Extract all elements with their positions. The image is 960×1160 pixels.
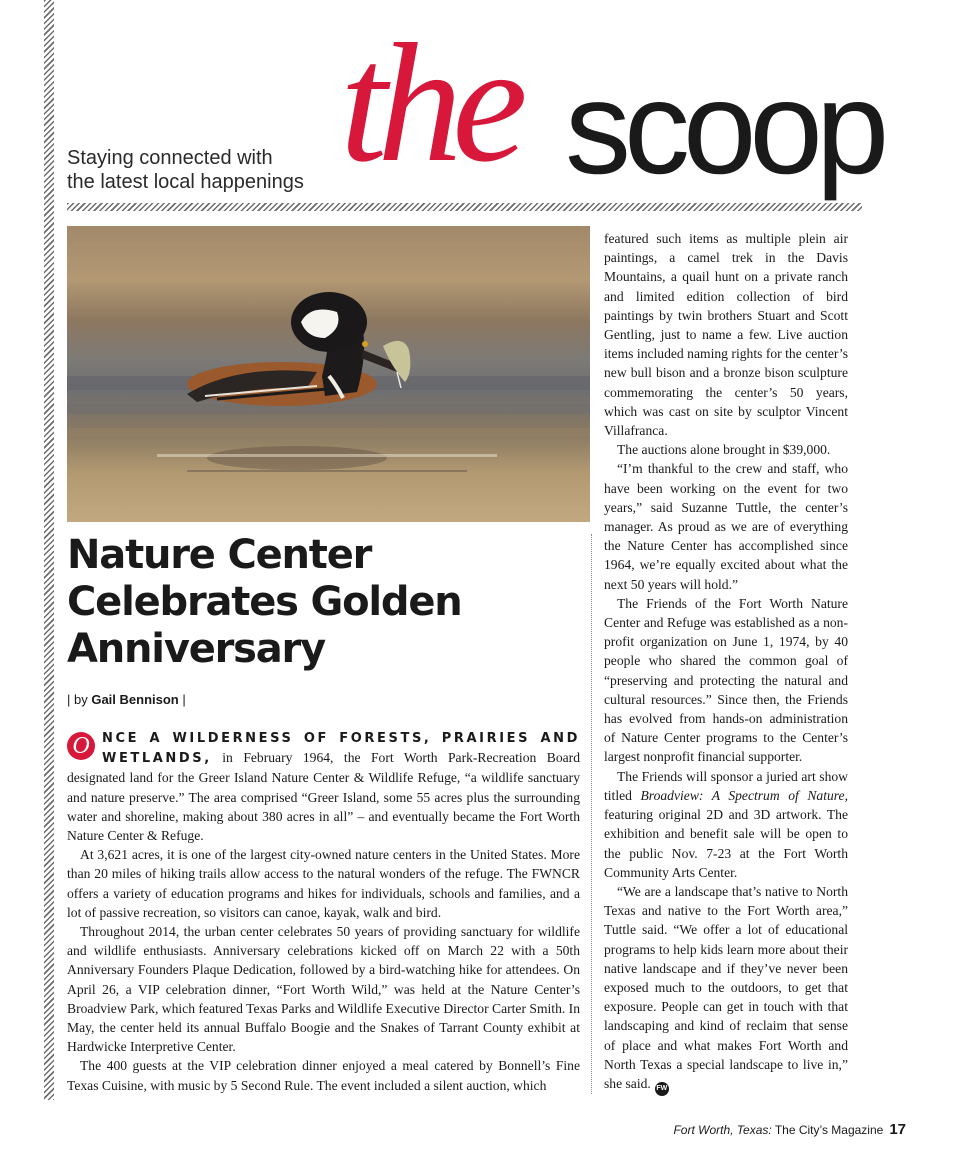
drop-cap: O bbox=[67, 732, 95, 760]
decorative-side-stripe bbox=[44, 0, 54, 1100]
lead-in-caps: NCE A WILDERNESS OF FORESTS, PRAIRIES AND WETLANDS, bbox=[102, 731, 580, 767]
paragraph-text: in February 1964, the Fort Worth Park-Recreation Board designated land for the Greer Island Nature Center & Wildlife Refuge, “a wildlife sanctuary and nature preserve.” The area comprised “Greer Island, some 55 acres plus the surrounding water and shoreline, making about 380 acres in all” – and eventually became the Fort Worth Nature Center & Refuge. bbox=[67, 750, 580, 844]
paragraph-text: featuring original 2D and 3D artwork. The exhibition and benefit sale will be open to the public Nov. 7-23 at the Fort Worth Community Arts Center. bbox=[604, 807, 848, 880]
exhibition-title: Broadview: A Spectrum of Nature, bbox=[640, 787, 848, 803]
article-column-left bbox=[67, 728, 580, 1095]
article-paragraph bbox=[604, 767, 848, 882]
tagline-line-1: Staying connected with bbox=[67, 147, 273, 169]
page-footer bbox=[673, 1121, 906, 1139]
duck-illustration bbox=[67, 226, 590, 522]
byline-author: Gail Bennison bbox=[91, 692, 179, 707]
masthead-title-the: the bbox=[340, 9, 518, 197]
article-paragraph: At 3,621 acres, it is one of the largest city-owned nature centers in the United States. More than 20 miles of hiking trails allow access to the natural wonders of the refuge. The FWNCR offers a variety of education programs and hikes for individuals, schools and families, and a lot of passive recreation, so visitors can canoe, kayak, walk and bird. bbox=[67, 847, 580, 920]
page-number: 17 bbox=[889, 1121, 906, 1138]
article-paragraph: Throughout 2014, the urban center celebrates 50 years of providing sanctuary for wildlife and wildlife enthusiasts. Anniversary celebrations kicked off on March 22 with a 50th Anniversary Founders Plaque Dedication, followed by a bird-watching hike for attendees. On April 26, a VIP celebration dinner, “Fort Worth Wild,” was held at the Nature Center’s Broadview Park, which featured Texas Parks and Wildlife Executive Director Carter Smith. In May, the center held its annual Buffalo Boogie and the Snakes of Tarrant County exhibit at Hardwicke Interpretive Center. bbox=[67, 924, 580, 1055]
article-paragraph bbox=[67, 728, 580, 845]
masthead-title-scoop: scoop bbox=[565, 54, 883, 201]
hooded-merganser-photo bbox=[67, 226, 590, 522]
column-divider bbox=[591, 534, 592, 1094]
byline-prefix: | by bbox=[67, 692, 88, 707]
article-paragraph: The Friends of the Fort Worth Nature Center and Refuge was established as a non-profit organization on June 1, 1974, by 40 people who shared the common goal of “preserving and protecting the natural and cultural resources.” Since then, the Friends has evolved from hands-on administration of Nature Center programs to the Center’s largest nonprofit financial supporter. bbox=[604, 595, 848, 765]
article-paragraph bbox=[604, 882, 848, 1096]
paragraph-text: The Friends will sponsor a juried art show titled bbox=[604, 768, 848, 803]
paragraph-text: “We are a landscape that’s native to North Texas and native to the Fort Worth area,” Tuttle said. “We offer a lot of educational programs to help kids learn more about their native landscape and if they’ve never been exposed much to the outdoors, to get that exposure. People can get in touch with that landscaping and kind of reclaim that sense of place and what makes Fort Worth and North Texas a special landscape to live in,” she said. bbox=[604, 883, 848, 1091]
article-headline: Nature Center Celebrates Golden Anniversary bbox=[67, 532, 462, 672]
end-of-article-icon: FW bbox=[655, 1082, 669, 1096]
masthead-tagline bbox=[67, 146, 304, 194]
byline bbox=[67, 692, 186, 708]
article-column-right bbox=[604, 229, 848, 1096]
byline-suffix: | bbox=[182, 692, 186, 707]
publication-name-italic: Fort Worth, Texas: bbox=[673, 1123, 772, 1137]
article-paragraph: The 400 guests at the VIP celebration dinner enjoyed a meal catered by Bonnell’s Fine Texas Cuisine, with music by 5 Second Rule. The event included a silent auction, which bbox=[67, 1058, 580, 1093]
tagline-line-2: the latest local happenings bbox=[67, 171, 304, 193]
article-paragraph: “I’m thankful to the crew and staff, who have been working on the event for two years,” said Suzanne Tuttle, the center’s manager. As proud as we are of everything the Nature Center has accomplished since 1964, we’re equally excited about what the next 50 years will hold.” bbox=[604, 461, 848, 592]
article-paragraph: The auctions alone brought in $39,000. bbox=[617, 442, 831, 458]
article-paragraph: featured such items as multiple plein air paintings, a camel trek in the Davis Mountains, a quail hunt on a private ranch and limited edition collection of bird paintings by twin brothers Stuart and Scott Gentling, just to name a few. Live auction items included naming rights for the center’s new bull bison and a bronze bison sculpture commemorating the center’s 50 years, which was cast on site by sculptor Vincent Villafranca. bbox=[604, 231, 848, 439]
masthead-divider bbox=[67, 203, 862, 211]
publication-name: The City’s Magazine bbox=[771, 1123, 884, 1137]
